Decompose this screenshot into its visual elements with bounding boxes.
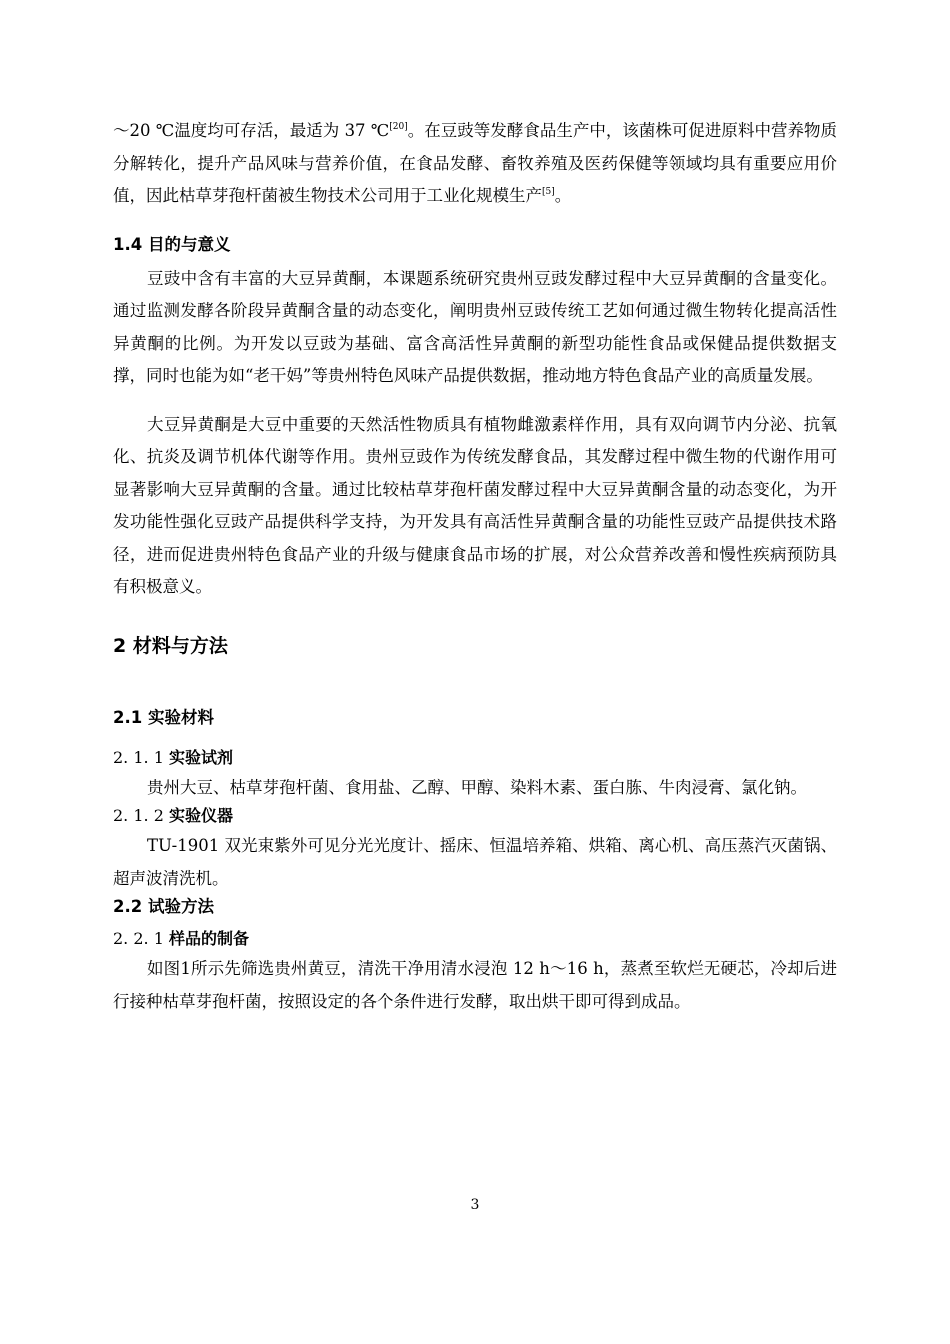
paragraph-sample-prep: 如图1所示先筛选贵州黄豆，清洗干净用清水浸泡 12 h～16 h，蒸煮至软烂无硬芯，冷却后进行接种枯草芽孢杆菌，按照设定的各个条件进行发酵，取出烘干即可得到成品。 [113,959,837,1011]
section-heading-1-4: 1.4 目的与意义 [113,234,231,254]
paragraph-instruments: TU-1901 双光束紫外可见分光光度计、摇床、恒温培养箱、烘箱、离心机、高压蒸汽灭菌锅、超声波清洗机。 [113,836,837,888]
subsection-heading-2-1-2 [113,804,837,828]
subsection-heading-2-1-1 [113,746,837,770]
heading-number: 2. 2. 1 [113,929,169,948]
paragraph-reagents: 贵州大豆、枯草芽孢杆菌、食用盐、乙醇、甲醇、染料木素、蛋白胨、牛肉浸膏、氯化钠。 [147,777,807,797]
heading-number: 2. 1. 2 [113,806,169,825]
subsection-heading-2-2-1 [113,927,837,951]
section-heading-2: 2 材料与方法 [113,634,228,657]
citation-ref: [5] [542,187,555,197]
paragraph-purpose: 豆豉中含有丰富的大豆异黄酮，本课题系统研究贵州豆豉发酵过程中大豆异黄酮的含量变化。通过监测发酵各阶段异黄酮含量的动态变化，阐明贵州豆豉传统工艺如何通过微生物转化提高活性异黄酮的比例。为开发以豆豉为基础、富含高活性异黄酮的新型功能性食品或保健品提供数据支撑，同时也能为如“老干妈”等贵州特色风味产品提供数据，推动地方特色食品产业的高质量发展。 [113,268,837,385]
page-body [113,0,837,1018]
citation-ref: [20] [389,122,408,132]
text-span: 。 [554,186,572,205]
paragraph-continuation [113,115,837,213]
heading-title: 实验仪器 [168,806,233,825]
section-heading-2-2: 2.2 试验方法 [113,897,214,916]
text-span: ～20 ℃温度均可存活，最适为 37 ℃ [113,121,390,140]
heading-number: 2. 1. 1 [113,747,169,767]
paragraph-significance: 大豆异黄酮是大豆中重要的天然活性物质具有植物雌激素样作用，具有双向调节内分泌、抗氧化、抗炎及调节机体代谢等作用。贵州豆豉作为传统发酵食品，其发酵过程中微生物的代谢作用可显著影响大豆异黄酮的含量。通过比较枯草芽孢杆菌发酵过程中大豆异黄酮含量的动态变化，为开发功能性强化豆豉产品提供科学支持，为开发具有高活性异黄酮含量的功能性豆豉产品提供技术路径，进而促进贵州特色食品产业的升级与健康食品市场的扩展，对公众营养改善和慢性疾病预防具有积极意义。 [113,414,837,596]
heading-title: 实验试剂 [168,747,233,767]
page-number: 3 [470,1197,480,1213]
text-span: 。在豆豉等发酵食品生产中，该菌株可促进原料中营养物质分解转化，提升产品风味与营养价值，在食品发酵、畜牧养殖及医药保健等领域均具有重要应用价值，因此枯草芽孢杆菌被生物技术公司用于工业化规模生产 [113,121,837,205]
heading-title: 样品的制备 [168,929,249,948]
section-heading-2-1: 2.1 实验材料 [113,707,214,727]
